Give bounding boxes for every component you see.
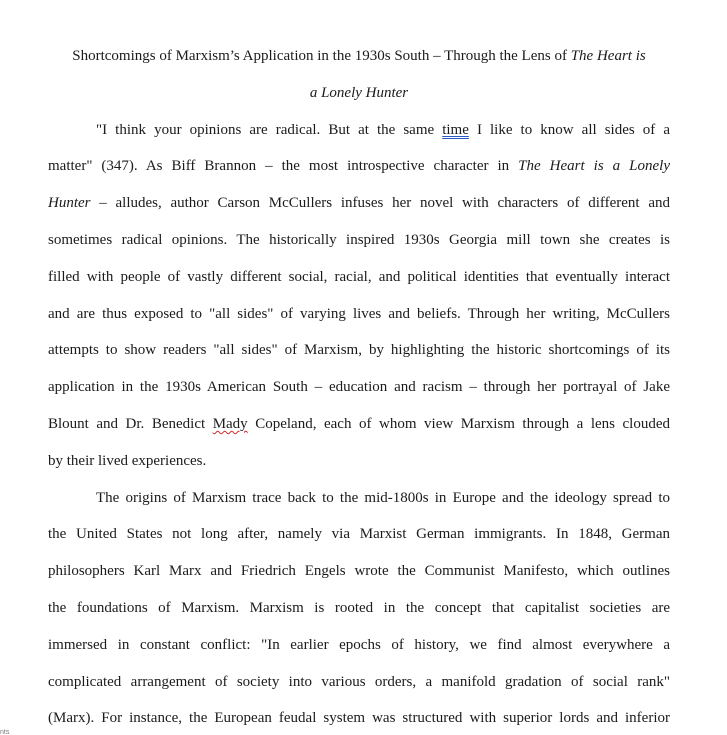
paragraph-2 bbox=[48, 480, 670, 735]
paragraph-2-line-1: The origins of Marxism trace back to the mid-1800s in Europe and the ideology spread to bbox=[96, 489, 670, 506]
text-run: Copeland, each of whom view Marxism through a lens clouded bbox=[247, 415, 670, 432]
edge-text-fragment: nts bbox=[0, 729, 10, 735]
paragraph-2-line-5: immersed in constant conflict: "In earlier epochs of history, we find almost everywhere a bbox=[48, 636, 670, 653]
text-run: I like to know all sides of a bbox=[468, 121, 670, 138]
book-title-italic: The Heart is a Lonely bbox=[518, 158, 671, 175]
title-line-2 bbox=[48, 75, 670, 112]
paragraph-1-line-1 bbox=[48, 112, 670, 149]
paragraph-1-line-3 bbox=[48, 185, 670, 222]
text-run: matter" (347). As Biff Brannon – the most introspective character in bbox=[48, 158, 519, 175]
paragraph-1-line-5: filled with people of vastly different social, racial, and political identities that eventually interact bbox=[48, 268, 670, 285]
book-title-italic: Hunter bbox=[48, 195, 91, 212]
title-italic-part-2: a Lonely Hunter bbox=[309, 84, 409, 101]
paragraph-1 bbox=[48, 112, 670, 480]
paragraph-1-line-9 bbox=[48, 406, 670, 443]
paragraph-1-line-7: attempts to show readers "all sides" of Marxism, by highlighting the historic shortcomings of its bbox=[48, 342, 670, 359]
title-line-1 bbox=[48, 38, 670, 75]
paragraph-1-line-2 bbox=[48, 148, 670, 185]
text-run: "I think your opinions are radical. But at the same bbox=[96, 121, 443, 138]
paragraph-2-line-4: the foundations of Marxism. Marxism is rooted in the concept that capitalist societies are bbox=[48, 599, 670, 616]
title-text: Shortcomings of Marxism’s Application in the 1930s South – Through the Lens of bbox=[72, 48, 571, 64]
paragraph-1-line-6: and are thus exposed to "all sides" of varying lives and beliefs. Through her writing, McCullers bbox=[48, 305, 670, 322]
spelling-flagged-word[interactable]: Mady bbox=[212, 415, 248, 432]
text-run: Blount and Dr. Benedict bbox=[48, 415, 213, 432]
paragraph-2-line-2: the United States not long after, namely via Marxist German immigrants. In 1848, German bbox=[48, 526, 670, 543]
paragraph-2-line-3: philosophers Karl Marx and Friedrich Engels wrote the Communist Manifesto, which outlines bbox=[48, 563, 670, 580]
paragraph-1-line-4: sometimes radical opinions. The historically inspired 1930s Georgia mill town she creates is bbox=[48, 231, 670, 248]
document-body[interactable] bbox=[48, 38, 670, 735]
title-italic-part-1: The Heart is bbox=[570, 48, 646, 64]
document-title bbox=[48, 38, 670, 112]
text-run: – alludes, author Carson McCullers infuses her novel with characters of different and bbox=[90, 195, 670, 212]
paragraph-2-line-6: complicated arrangement of society into various orders, a manifold gradation of social rank" bbox=[48, 673, 670, 690]
grammar-flagged-word[interactable]: time bbox=[442, 121, 469, 138]
paragraph-1-line-8: application in the 1930s American South – education and racism – through her portrayal of Jake bbox=[48, 379, 670, 396]
paragraph-1-line-10: by their lived experiences. bbox=[48, 452, 207, 469]
paragraph-2-line-7: (Marx). For instance, the European feudal system was structured with superior lords and inferior bbox=[48, 710, 670, 727]
